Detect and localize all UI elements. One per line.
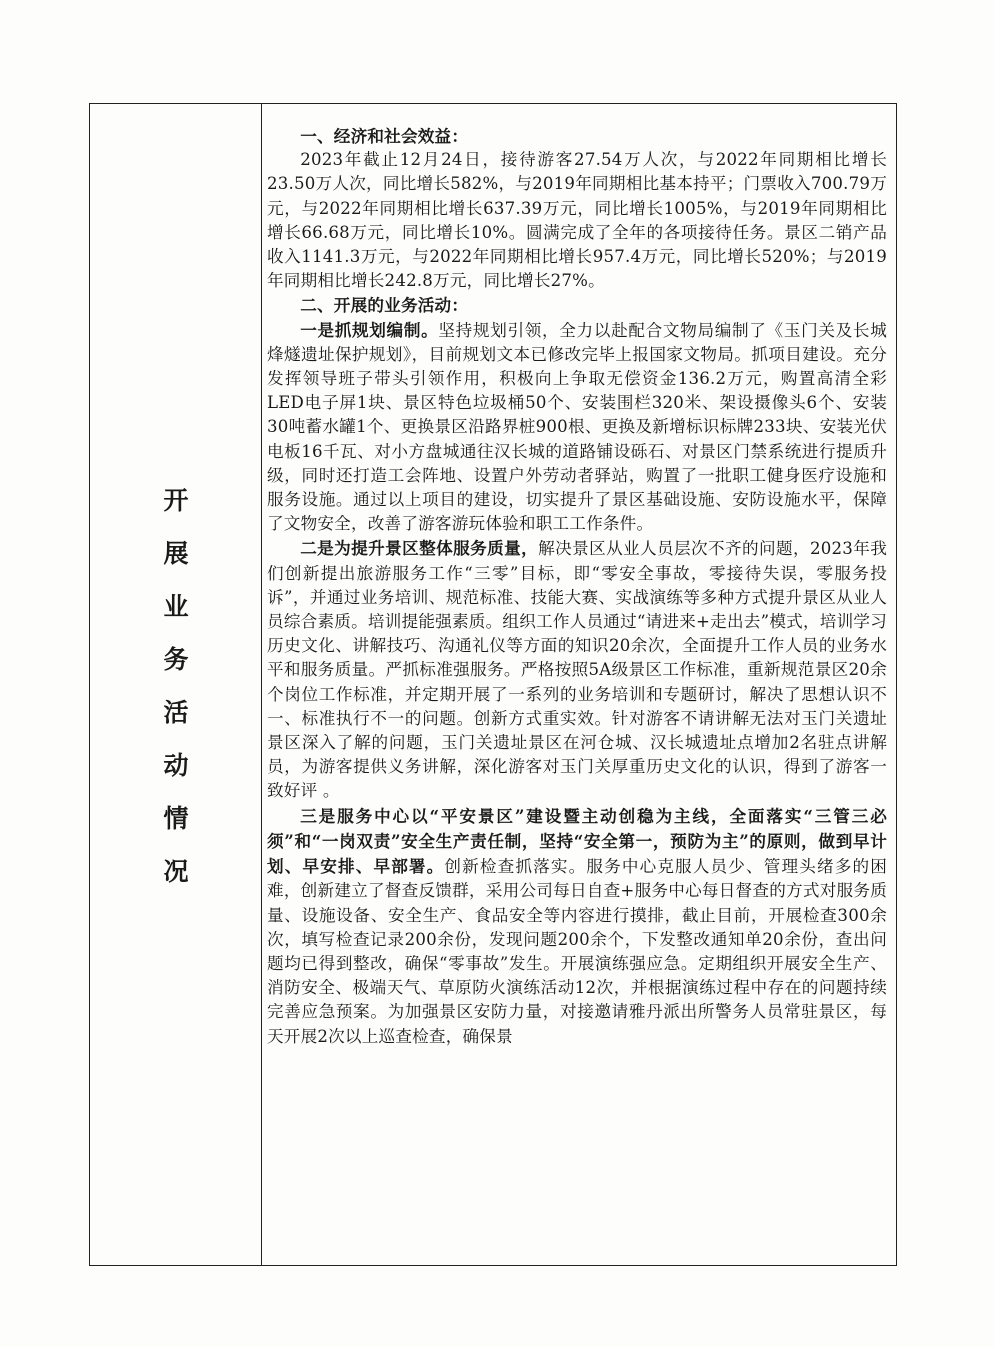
label-char: 况 bbox=[163, 857, 189, 886]
label-char: 动 bbox=[163, 751, 189, 780]
body-text: 创新检查抓落实。服务中心克服人员少、管理头绪多的困难，创新建立了督查反馈群，采用公司每日自查+服务中心每日督查的方式对服务质量、设施设备、安全生产、食品安全等内容进行摸排，截止目前，开展检查300余次，填写检查记录200余份，发现问题200余个，下发整改通知单20余份，查出问题均已得到整改，确保“零事故”发生。开展演练强应急。定期组织开展安全生产、消防安全、极端天气、草原防火演练活动12次，并根据演练过程中存在的问题持续完善应急预案。为加强景区安防力量，对接邀请雅丹派出所警务人员常驻景区，每天开展2次以上巡查检查，确保景 bbox=[267, 857, 888, 1046]
label-char: 业 bbox=[163, 592, 189, 621]
label-char: 务 bbox=[163, 645, 189, 674]
section-heading: 二、开展的业务活动： bbox=[300, 295, 469, 316]
paragraph-planning bbox=[267, 318, 887, 537]
column-divider bbox=[261, 104, 262, 1265]
paragraph-safety bbox=[267, 804, 887, 1049]
label-char: 情 bbox=[163, 804, 189, 833]
activity-table bbox=[89, 103, 897, 1266]
body-text: 坚持规划引领，全力以赴配合文物局编制了《玉门关及长城烽燧遗址保护规划》，目前规划文本已修改完毕上报国家文物局。抓项目建设。充分发挥领导班子带头引领作用，积极向上争取无偿资金136.2万元，购置高清全彩LED电子屏1块、景区特色垃圾桶50个、安装围栏320米、架设摄像头6个、安装30吨蓄水罐1个、更换景区沿路界桩900根、更换及新增标识标牌233块、安装光伏电板16千瓦、对小方盘城通往汉长城的道路铺设砾石、对景区门禁系统进行提质升级，同时还打造工会阵地、设置户外劳动者驿站，购置了一批职工健身医疗设施和服务设施。通过以上项目的建设，切实提升了景区基础设施、安防设施水平，保障了文物安全，改善了游客游玩体验和职工工作条件。 bbox=[267, 320, 887, 534]
label-char: 开 bbox=[163, 486, 189, 515]
paragraph-service bbox=[267, 536, 887, 803]
lead-text: 二是为提升景区整体服务质量， bbox=[300, 538, 539, 559]
body-text: 解决景区从业人员层次不齐的问题，2023年我们创新提出旅游服务工作“三零”目标，即“零安全事故，零接待失误，零服务投诉”，并通过业务培训、规范标准、技能大赛、实战演练等多种方式提升景区从业人员综合素质。培训提能强素质。组织工作人员通过“请进来+走出去”模式，培训学习历史文化、讲解技巧、沟通礼仪等方面的知识20余次，全面提升工作人员的业务水平和服务质量。严抓标准强服务。严格按照5A级景区工作标准，重新规范景区20余个岗位工作标准，并定期开展了一系列的业务培训和专题研讨，解决了思想认识不一、标准执行不一的问题。创新方式重实效。针对游客不请讲解无法对玉门关遗址景区深入了解的问题，玉门关遗址景区在河仓城、汉长城遗址点增加2名驻点讲解员，为游客提供义务讲解，深化游客对玉门关厚重历史文化的认识，得到了游客一致好评 。 bbox=[267, 539, 887, 801]
label-char: 活 bbox=[163, 698, 189, 727]
label-column bbox=[90, 104, 261, 1265]
label-char: 展 bbox=[163, 539, 189, 568]
paragraph-economic: 2023年截止12月24日，接待游客27.54万人次，与2022年同期相比增长23.50万人次，同比增长582%，与2019年同期相比基本持平；门票收入700.79万元，与2022年同期相比增长637.39万元，同比增长1005%，与2019年同期相比增长66.68万元，同比增长10%。圆满完成了全年的各项接待任务。景区二销产品收入1141.3万元，与2022年同期相比增长957.4万元，同比增长520%；与2019年同期相比增长242.8万元，同比增长27%。 bbox=[267, 150, 887, 291]
lead-text: 三是服务中心以“平安景区”建设暨主动创稳为主线，全面落实“三管三必须”和“一岗双责”安全生产责任制，坚持“安全第一，预防为主”的原则，做到早计划、早安排、早部署。 bbox=[267, 805, 887, 877]
content-cell bbox=[267, 124, 887, 1049]
lead-text: 一是抓规划编制。 bbox=[300, 319, 439, 340]
section-heading: 一、经济和社会效益： bbox=[300, 126, 469, 146]
